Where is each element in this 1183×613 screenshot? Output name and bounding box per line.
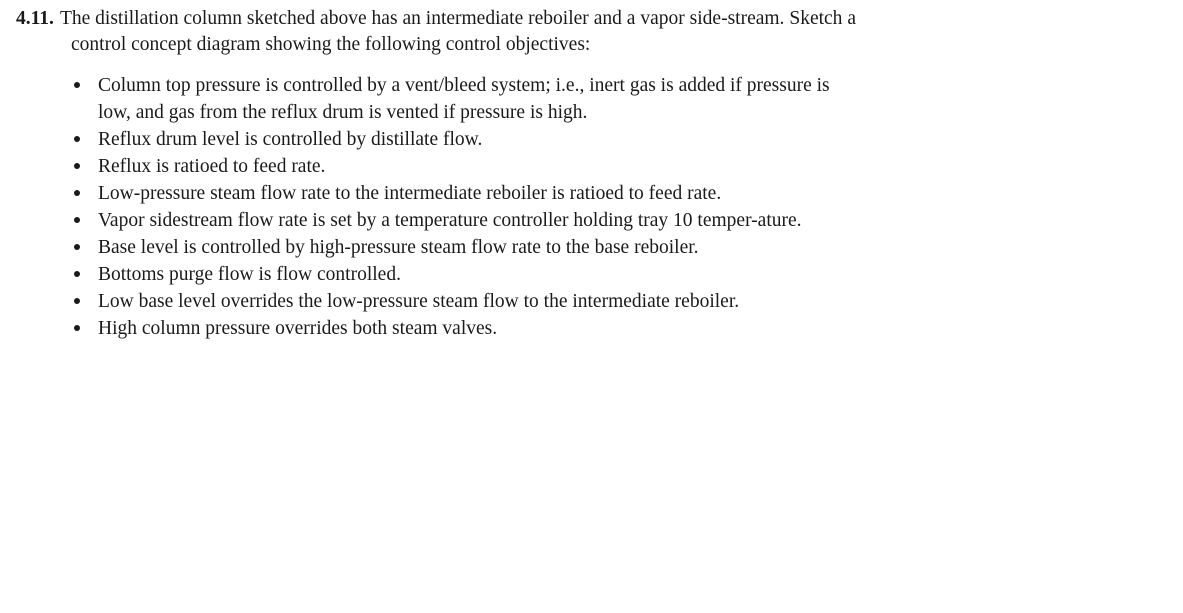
problem-stem-text: The distillation column sketched above has an intermediate reboiler and a vapor side-stream. Sketch a control concept diagram showing the following control objectives: <box>59 8 856 55</box>
objective-reflux-ratio <box>16 153 856 180</box>
bullet-icon <box>73 72 81 99</box>
objective-vapor-sidestream <box>16 207 856 234</box>
bullet-icon <box>73 234 81 261</box>
objective-base-level <box>16 234 856 261</box>
objective-text: Low base level overrides the low-pressure steam flow to the intermediate reboiler. <box>98 291 740 312</box>
bullet-icon <box>73 153 81 180</box>
objective-text: Column top pressure is controlled by a vent/bleed system; i.e., inert gas is added if pressure is low, and gas from the reflux drum is vented if pressure is high. <box>98 75 830 123</box>
objective-high-pressure-override <box>16 315 856 342</box>
bullet-icon <box>73 288 81 315</box>
objective-text: Vapor sidestream flow rate is set by a temperature controller holding tray 10 temper-ature. <box>98 210 802 231</box>
bullet-icon <box>73 315 81 342</box>
objective-low-base-override <box>16 288 856 315</box>
bullet-icon <box>73 180 81 207</box>
control-objectives-list <box>16 72 856 342</box>
problem-number: 4.11. <box>16 8 54 29</box>
problem-statement <box>16 6 856 58</box>
objective-lp-steam-ratio <box>16 180 856 207</box>
problem-4-11 <box>16 6 856 342</box>
objective-text: Bottoms purge flow is flow controlled. <box>98 264 401 285</box>
bullet-icon <box>73 126 81 153</box>
objective-text: Base level is controlled by high-pressure steam flow rate to the base reboiler. <box>98 237 699 258</box>
objective-bottoms-purge <box>16 261 856 288</box>
bullet-icon <box>73 207 81 234</box>
bullet-icon <box>73 261 81 288</box>
objective-reflux-drum-level <box>16 126 856 153</box>
objective-text: High column pressure overrides both steam valves. <box>98 318 498 339</box>
objective-text: Reflux drum level is controlled by distillate flow. <box>98 129 483 150</box>
objective-text: Reflux is ratioed to feed rate. <box>98 156 326 177</box>
objective-text: Low-pressure steam flow rate to the intermediate reboiler is ratioed to feed rate. <box>98 183 722 204</box>
objective-top-pressure <box>16 72 856 126</box>
